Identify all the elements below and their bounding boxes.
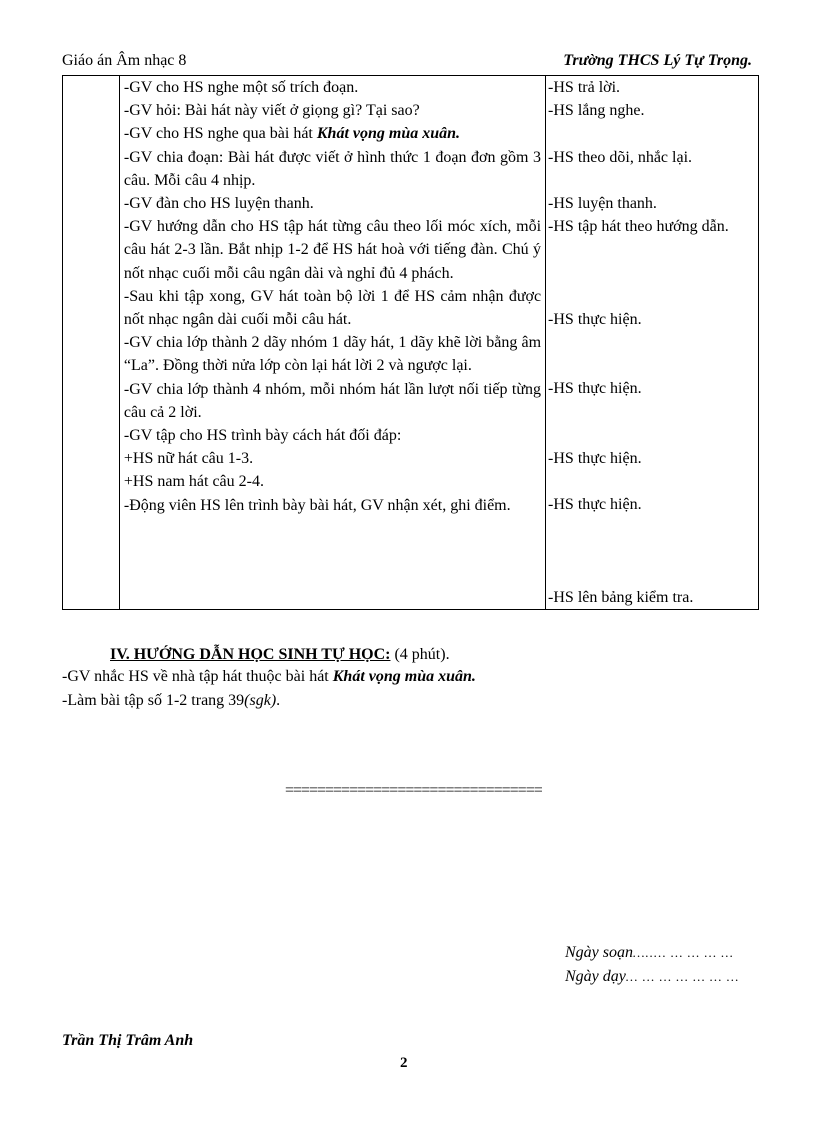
student-line — [546, 262, 758, 285]
teacher-activities — [119, 76, 545, 610]
teacher-line: -GV tập cho HS trình bày cách hát đối đáp: — [123, 427, 402, 445]
student-line — [546, 540, 758, 563]
student-line: -HS thực hiện. — [548, 450, 642, 467]
time-column — [63, 76, 120, 610]
prep-date: Ngày soạn…..… … … … … — [565, 944, 734, 961]
teacher-line: +HS nam hát câu 2-4. — [123, 473, 264, 491]
teacher-line: -GV hỏi: Bài hát này viết ở giọng gì? Tại sao? — [123, 102, 420, 120]
student-line — [546, 354, 758, 377]
student-line: -HS tập hát theo hướng dẫn. — [548, 218, 729, 236]
section-heading: IV. HƯỚNG DẪN HỌC SINH TỰ HỌC: (4 phút). — [110, 646, 450, 663]
author-name: Trần Thị Trâm Anh — [62, 1032, 194, 1049]
teacher-line: -GV đàn cho HS luyện thanh. — [123, 195, 314, 213]
teacher-line: -GV cho HS nghe một số trích đoạn. — [123, 79, 359, 96]
teacher-line: -GV chia lớp thành 2 dãy nhóm 1 dãy hát, 1 dãy khẽ lời bằng âm “La”. Đồng thời nửa lớp còn lại hát lời 2 và ngược lại. — [123, 334, 542, 375]
teacher-line: +HS nữ hát câu 1-3. — [123, 450, 254, 468]
student-line: -HS thực hiện. — [548, 496, 642, 514]
homework-line-2: -Làm bài tập số 1-2 trang 39(sgk). — [62, 692, 281, 709]
page-number: 2 — [400, 1055, 408, 1071]
student-line — [546, 517, 758, 540]
separator: ================================ — [285, 782, 542, 799]
teacher-line: -Động viên HS lên trình bày bài hát, GV nhận xét, ghi điểm. — [123, 496, 511, 514]
student-line: -HS lên bảng kiểm tra. — [548, 589, 694, 607]
student-line: -HS luyện thanh. — [548, 194, 657, 212]
header-school: Trường THCS Lý Tự Trọng. — [563, 52, 752, 69]
header-subject: Giáo án Âm nhạc 8 — [62, 52, 187, 69]
song-title: Khát vọng mùa xuân. — [316, 125, 461, 143]
teacher-line: -GV chia lớp thành 4 nhóm, mỗi nhóm hát lần lượt nối tiếp từng câu cả 2 lời. — [123, 380, 542, 421]
student-activities — [546, 76, 759, 610]
teacher-line: -GV hướng dẫn cho HS tập hát từng câu theo lối móc xích, mỗi câu hát 2-3 lần. Bắt nhịp 1-2 để HS hát hoà với tiếng đàn. Chú ý nốt nhạc cuối mỗi câu ngân dài và nghỉ đủ 4 phách. — [123, 218, 542, 282]
song-title: Khát vọng mùa xuân. — [332, 668, 476, 685]
student-line: -HS trả lời. — [548, 79, 621, 96]
teach-date: Ngày dạy… … … … … … … — [565, 968, 740, 985]
lesson-table — [62, 75, 759, 610]
student-line — [546, 285, 758, 308]
student-line — [546, 563, 758, 586]
student-line: -HS thực hiện. — [548, 380, 642, 398]
student-line — [546, 424, 758, 447]
student-line — [546, 122, 758, 145]
teacher-line: -Sau khi tập xong, GV hát toàn bộ lời 1 để HS cảm nhận được nốt nhạc ngân dài cuối mỗi câu hát. — [123, 287, 542, 329]
student-line — [546, 169, 758, 192]
student-line — [546, 331, 758, 354]
student-line — [546, 238, 758, 261]
student-line — [546, 470, 758, 493]
student-line: -HS theo dõi, nhắc lại. — [548, 148, 693, 166]
student-line: -HS lắng nghe. — [548, 102, 645, 120]
student-line — [546, 401, 758, 424]
teacher-line: -GV cho HS nghe qua bài hát Khát vọng mùa xuân. — [123, 125, 461, 143]
teacher-line: -GV chia đoạn: Bài hát được viết ở hình thức 1 đoạn đơn gồm 3 câu. Mỗi câu 4 nhịp. — [123, 148, 542, 189]
homework-line-1: -GV nhắc HS về nhà tập hát thuộc bài hát Khát vọng mùa xuân. — [62, 668, 476, 685]
student-line: -HS thực hiện. — [548, 310, 642, 328]
